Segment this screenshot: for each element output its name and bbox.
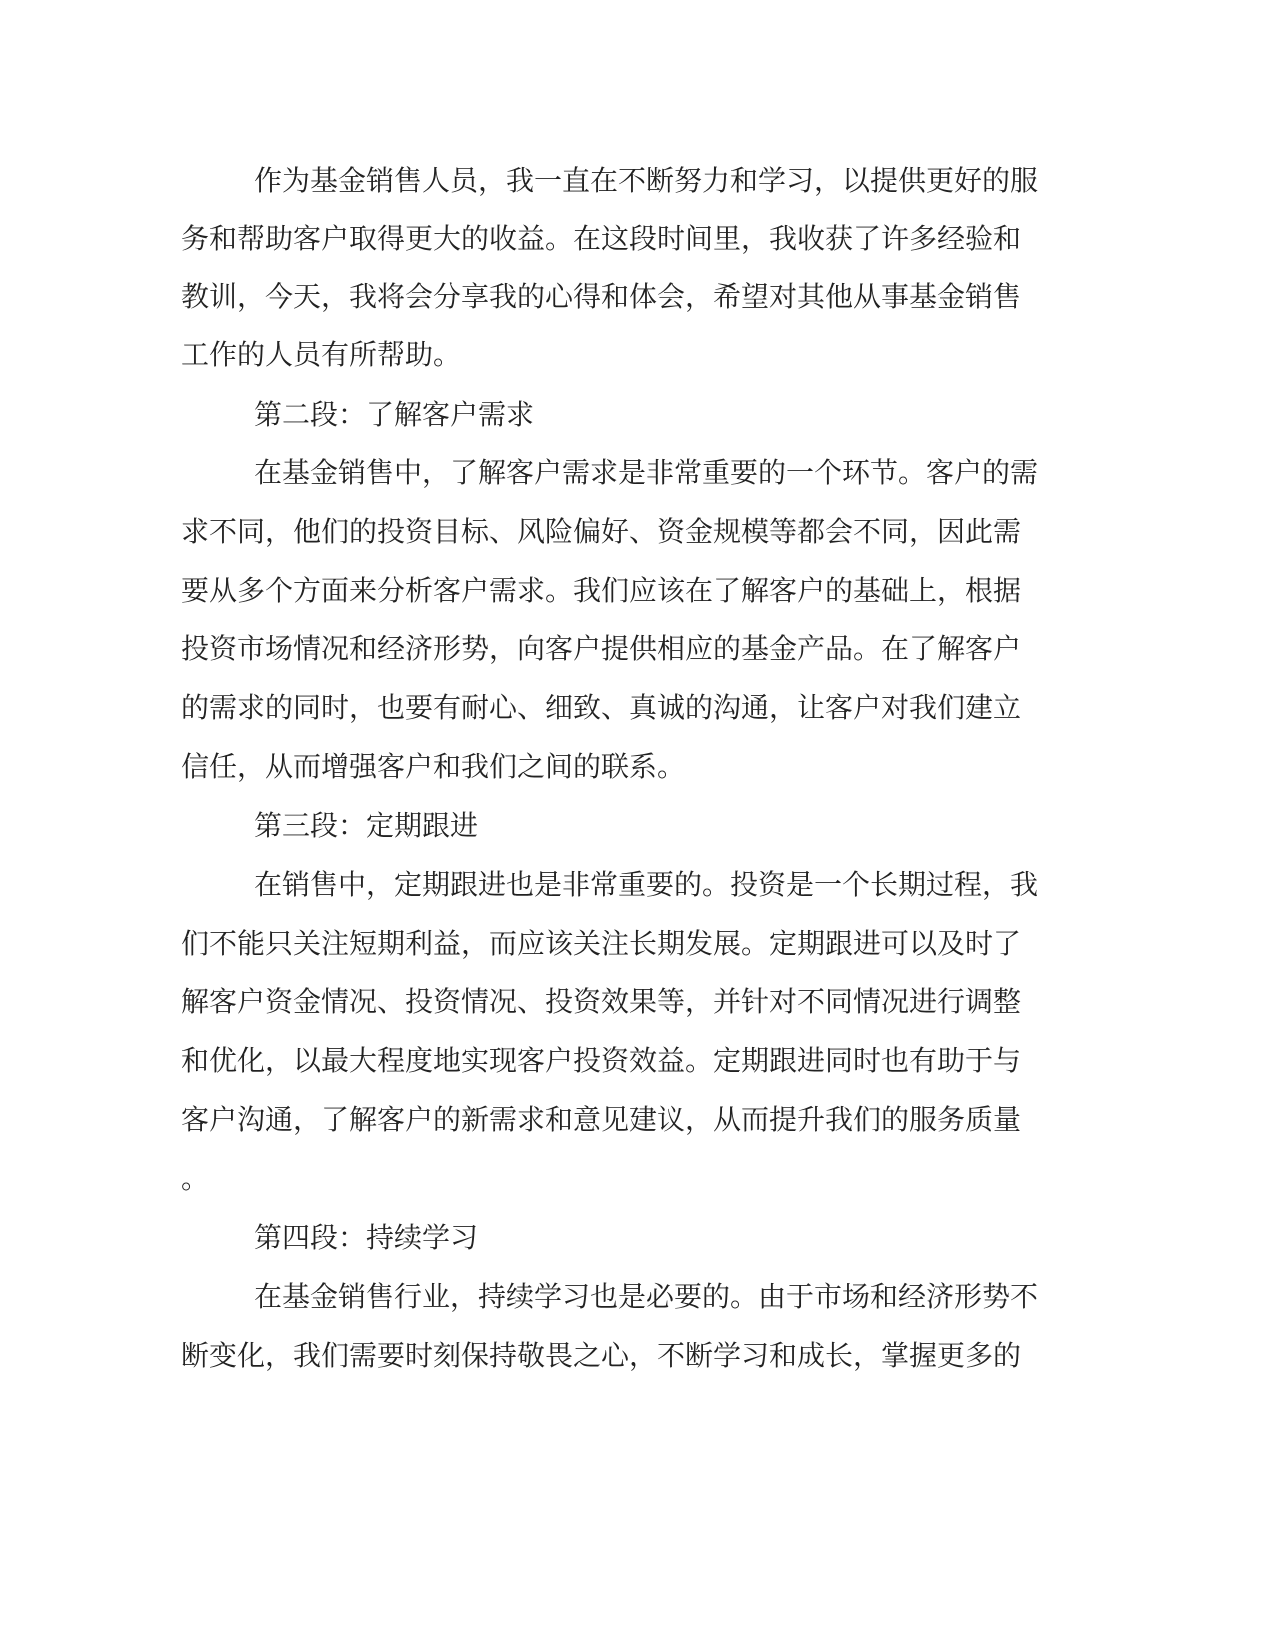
- paragraph-1-line-2: 务和帮助客户取得更大的收益。在这段时间里，我收获了许多经验和: [181, 222, 1022, 255]
- section-heading-2: 第二段：了解客户需求: [254, 398, 535, 431]
- paragraph-2-line-2: 求不同，他们的投资目标、风险偏好、资金规模等都会不同，因此需: [181, 515, 1022, 548]
- paragraph-3-line-1: 在销售中，定期跟进也是非常重要的。投资是一个长期过程，我: [254, 868, 1039, 901]
- paragraph-1-line-4: 工作的人员有所帮助。: [181, 338, 462, 371]
- section-heading-4: 第四段：持续学习: [254, 1221, 479, 1254]
- paragraph-1-line-3: 教训，今天，我将会分享我的心得和体会，希望对其他从事基金销售: [181, 280, 1022, 313]
- paragraph-3-line-5: 客户沟通，了解客户的新需求和意见建议，从而提升我们的服务质量: [181, 1103, 1022, 1136]
- paragraph-2-line-3: 要从多个方面来分析客户需求。我们应该在了解客户的基础上，根据: [181, 574, 1022, 607]
- paragraph-4-line-1: 在基金销售行业，持续学习也是必要的。由于市场和经济形势不: [254, 1280, 1039, 1313]
- paragraph-3-line-3: 解客户资金情况、投资情况、投资效果等，并针对不同情况进行调整: [181, 985, 1022, 1018]
- paragraph-1-line-1: 作为基金销售人员，我一直在不断努力和学习，以提供更好的服: [254, 164, 1039, 197]
- paragraph-2-line-4: 投资市场情况和经济形势，向客户提供相应的基金产品。在了解客户: [181, 632, 1022, 665]
- section-heading-3: 第三段：定期跟进: [254, 809, 479, 842]
- paragraph-3-line-4: 和优化，以最大程度地实现客户投资效益。定期跟进同时也有助于与: [181, 1044, 1022, 1077]
- paragraph-3-line-6: 。: [181, 1162, 210, 1195]
- paragraph-2-line-6: 信任，从而增强客户和我们之间的联系。: [181, 750, 686, 783]
- paragraph-4-line-2: 断变化，我们需要时刻保持敬畏之心，不断学习和成长，掌握更多的: [181, 1339, 1022, 1372]
- paragraph-3-line-2: 们不能只关注短期利益，而应该关注长期发展。定期跟进可以及时了: [181, 927, 1022, 960]
- paragraph-2-line-5: 的需求的同时，也要有耐心、细致、真诚的沟通，让客户对我们建立: [181, 691, 1022, 724]
- paragraph-2-line-1: 在基金销售中，了解客户需求是非常重要的一个环节。客户的需: [254, 456, 1039, 489]
